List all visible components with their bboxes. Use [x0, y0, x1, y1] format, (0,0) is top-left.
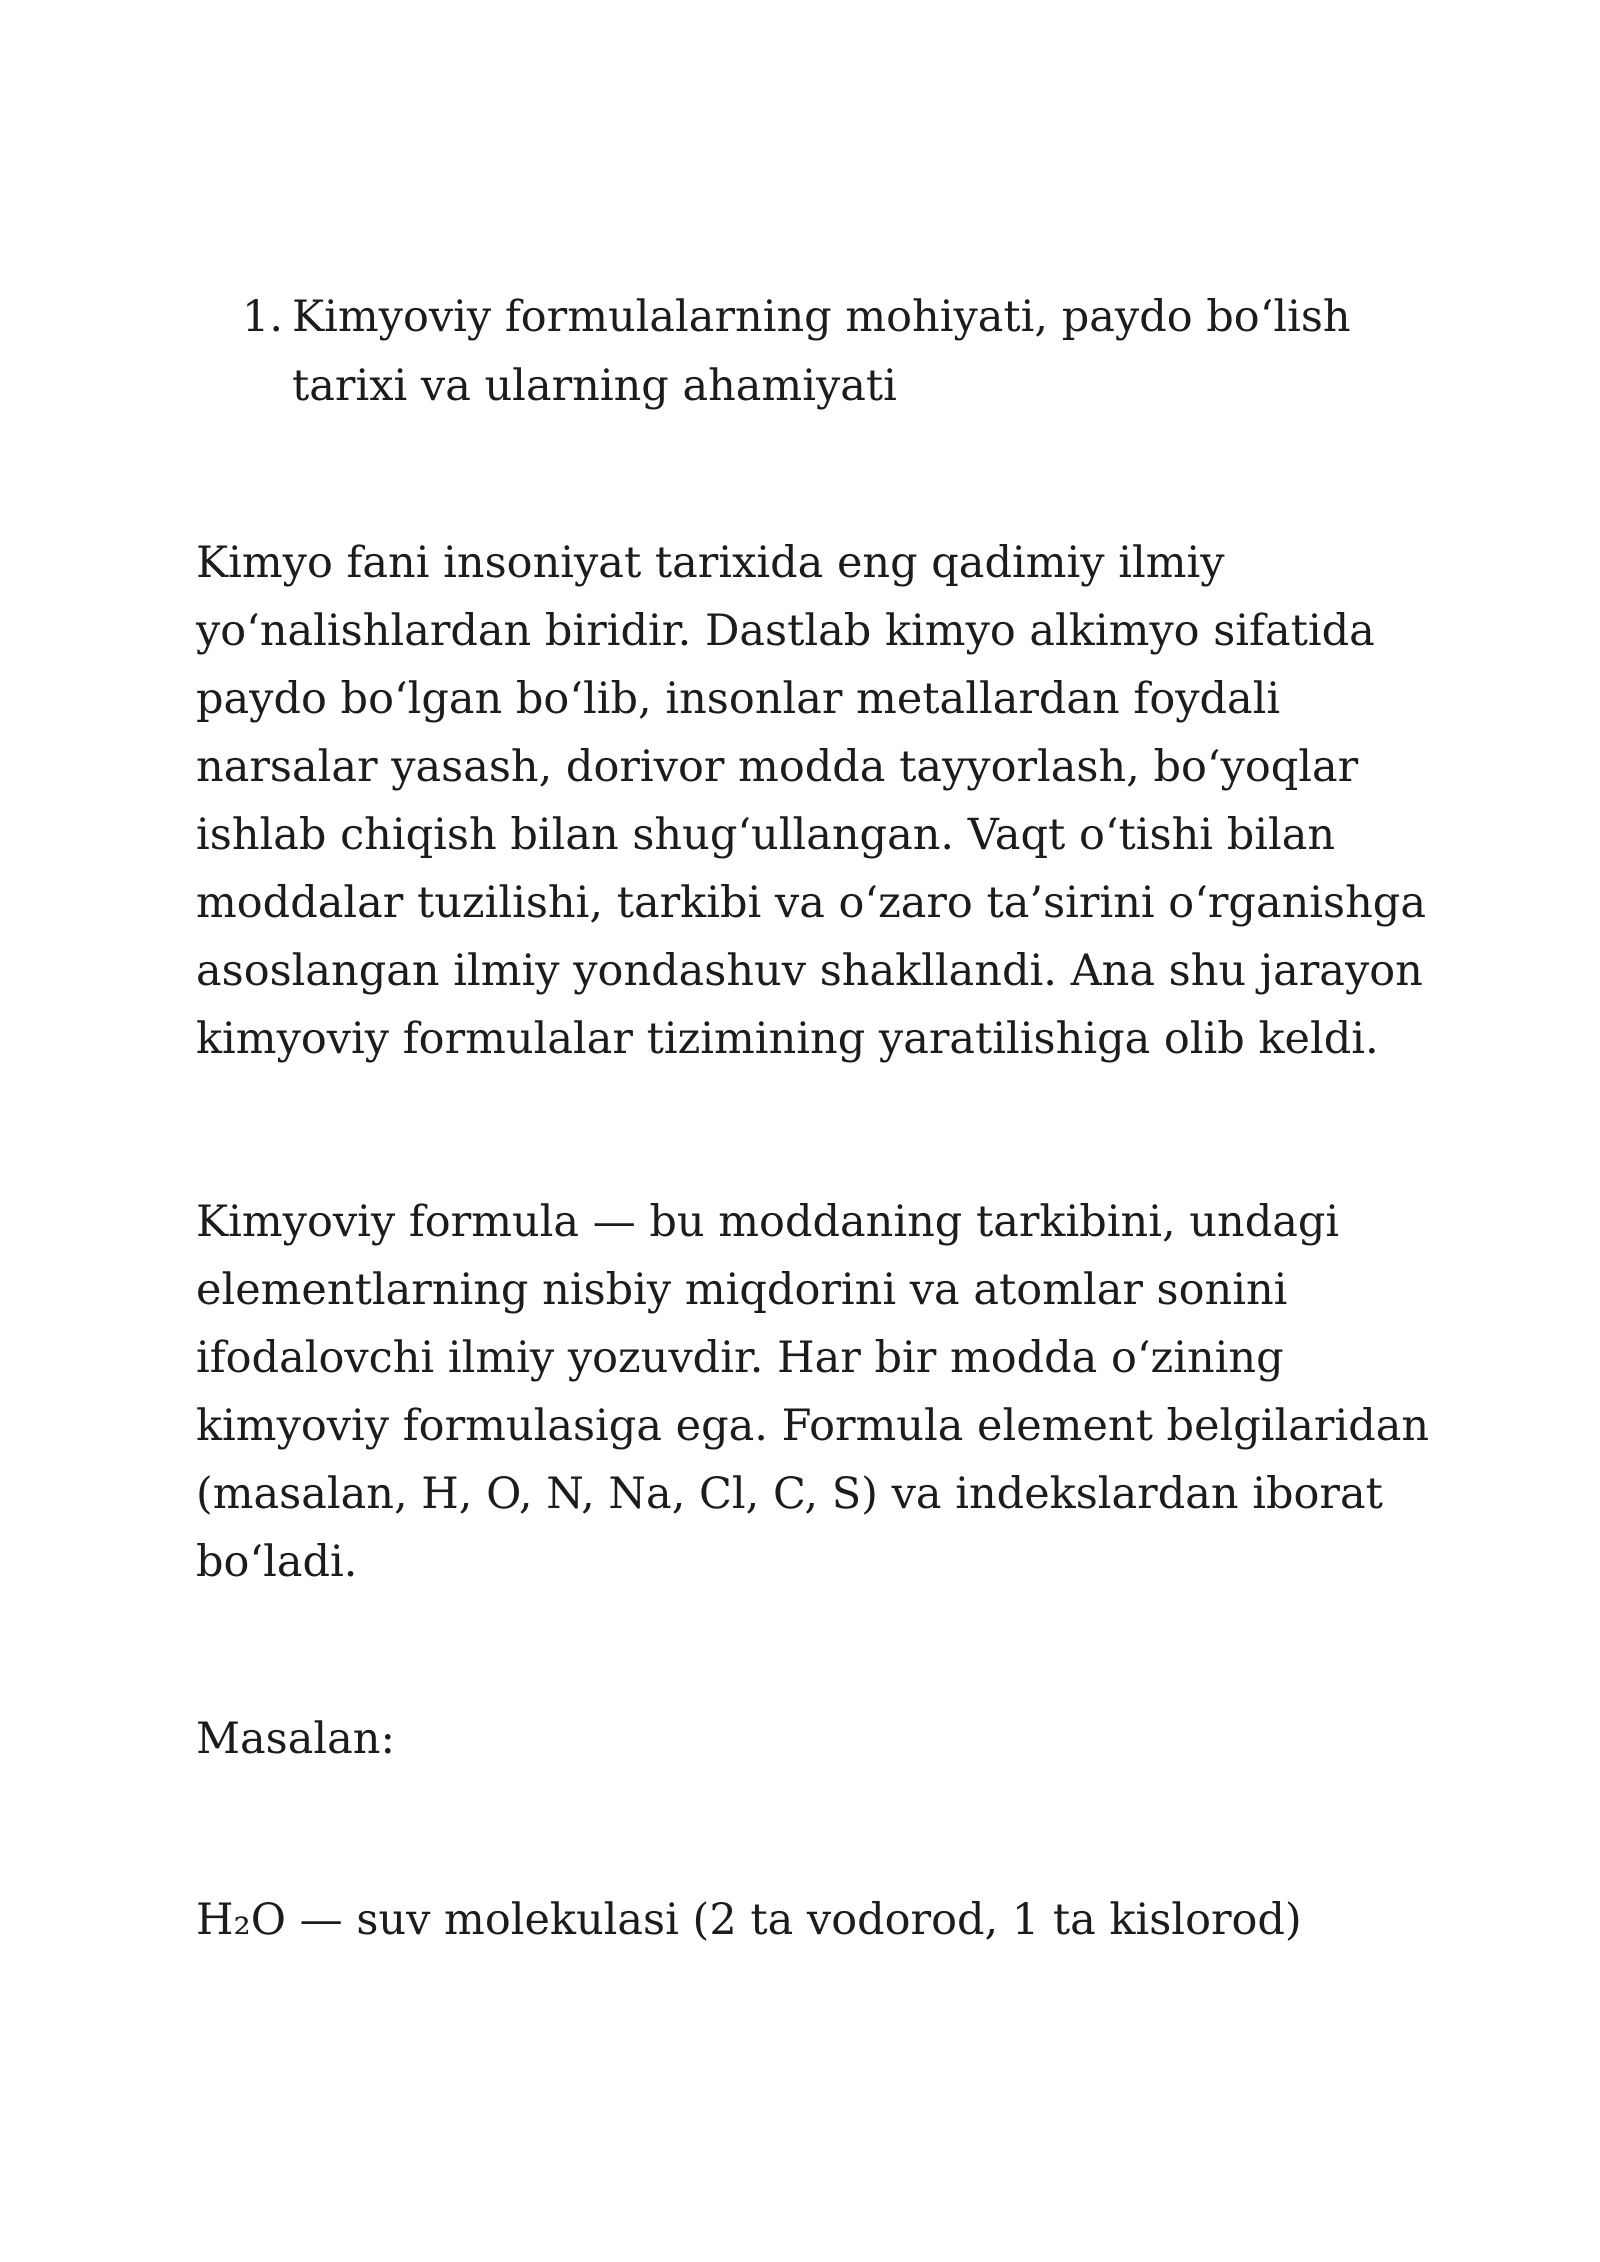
intro-paragraph: Kimyo fani insoniyat tarixida eng qadimiy ilmiy yo‘nalishlardan biridir. Dastlab kimyo alkimyo sifatida paydo bo‘lgan bo‘lib, insonlar metallardan foydali narsalar yasash, dorivor modda tayyorlash, bo‘yoqlar ishlab chiqish bilan shug‘ullangan. Vaqt o‘tishi bilan moddalar tuzilishi, tarkibi va o‘zaro ta’sirini o‘rganishga asoslangan ilmiy yondashuv shakllandi. Ana shu jarayon kimyoviy formulalar tizimining yaratilishiga olib keldi. [196, 538, 1426, 1064]
section-heading: Kimyoviy formulalarning mohiyati, paydo bo‘lish tarixi va ularning ahamiyati [292, 292, 1351, 411]
example-label: Masalan: [196, 1714, 395, 1764]
numbered-list [242, 283, 1412, 421]
definition-paragraph: Kimyoviy formula — bu moddaning tarkibini, undagi elementlarning nisbiy miqdorini va atomlar sonini ifodalovchi ilmiy yozuvdir. Har bir modda o‘zining kimyoviy formulasiga ega. Formula element belgilaridan (masalan, H, O, N, Na, Cl, C, S) va indekslardan iborat bo‘ladi. [196, 1197, 1430, 1587]
example-water-formula: H₂O — suv molekulasi (2 ta vodorod, 1 ta kislorod) [196, 1895, 1302, 1945]
list-item-number: 1. [242, 292, 284, 342]
list-item [242, 283, 1412, 421]
